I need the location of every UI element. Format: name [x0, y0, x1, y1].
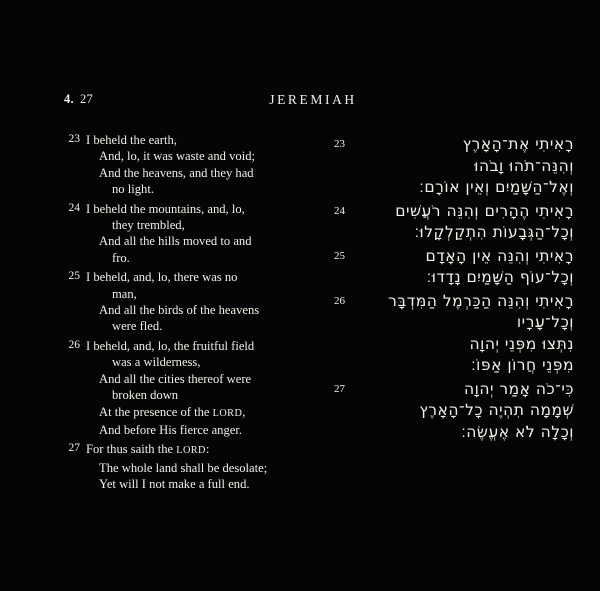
english-verse-line: Yet will I not make a full end.: [99, 477, 250, 492]
english-verse-line: And before His fierce anger.: [99, 422, 243, 437]
hebrew-verse-line: וְאֶל־הַשָּׁמַיִם וְאֵין אוֹרָם׃: [419, 178, 574, 196]
hebrew-verse: [334, 246, 574, 289]
english-verse-number: 24: [68, 201, 80, 214]
english-verse-line: broken down: [112, 388, 179, 403]
english-verse-lines: [86, 201, 332, 267]
english-verse-lines: [86, 338, 332, 438]
hebrew-verse-line: נִתְּצוּ מִפְּנֵי יְהוָה: [469, 334, 574, 353]
english-verse-line: fro.: [112, 250, 130, 265]
hebrew-verse-line: כִּי־כֹה אָמַר יְהוָה: [463, 379, 574, 398]
hebrew-verse-number: 26: [334, 294, 345, 307]
english-verse: [64, 269, 332, 335]
divine-name-smallcaps: LORD: [176, 445, 206, 457]
english-verse-lines: [86, 132, 332, 198]
english-verse-line: I beheld, and, lo, there was no: [86, 270, 238, 285]
english-verse-line: I beheld, and, lo, the fruitful field: [86, 338, 255, 353]
hebrew-verse-line: וְהִנֵּה־תֹהוּ וָבֹהוּ: [474, 156, 574, 175]
english-verse: [64, 201, 332, 267]
divine-name-smallcaps: LORD: [212, 407, 243, 419]
english-verse-line: And the heavens, and they had: [99, 165, 254, 180]
hebrew-verse-number: 25: [334, 249, 345, 262]
english-verse-line: man,: [112, 286, 137, 301]
hebrew-verse-lines: [334, 134, 574, 199]
hebrew-verse-lines: [334, 291, 574, 377]
hebrew-verse-lines: [334, 379, 574, 444]
hebrew-text-column: [334, 134, 574, 445]
english-verse-number: 23: [68, 133, 80, 145]
english-verse-number: 26: [68, 338, 80, 351]
hebrew-verse-line: וְכָלָה לֹא אֶעֱשֶׂה׃: [461, 422, 574, 441]
verse-number-reference: 27: [79, 92, 94, 106]
hebrew-verse-number: 23: [334, 138, 345, 150]
english-verse: [64, 441, 332, 492]
hebrew-verse-number: 24: [334, 204, 345, 217]
english-verse-number: 27: [68, 442, 80, 455]
english-verse-line: And all the birds of the heavens: [99, 303, 260, 318]
english-verse-line: was a wilderness,: [112, 355, 201, 370]
hebrew-verse-line: רָאִיתִי וְהִנֵּה אֵין הָאָדָם: [425, 246, 574, 265]
page-header: [40, 92, 574, 118]
hebrew-verse: [334, 201, 574, 244]
english-verse-line: I beheld the mountains, and, lo,: [86, 201, 245, 216]
hebrew-verse-lines: [334, 246, 574, 289]
hebrew-verse-line: וְכָל־עוֹף הַשָּׁמַיִם נָדָדוּ׃: [426, 268, 574, 286]
english-verse: [64, 132, 332, 198]
hebrew-verse-line: וְכָל־הַגְּבָעוֹת הִתְקַלְקָלוּ׃: [414, 223, 574, 241]
english-verse-line: The whole land shall be desolate;: [99, 460, 268, 475]
chapter-number: 4.: [64, 92, 74, 106]
hebrew-verse: [334, 379, 574, 444]
english-verse-line: And all the cities thereof were: [99, 371, 252, 386]
book-title: JEREMIAH: [269, 92, 357, 107]
english-verse-lines: [86, 269, 332, 335]
hebrew-verse-lines: [334, 201, 574, 244]
english-verse-line: And all the hills moved to and: [99, 234, 252, 249]
hebrew-verse-line: רָאִיתִי וְהִנֵּה הַכַּרְמֶל הַמִּדְבָּר: [388, 291, 574, 310]
page-content: [40, 22, 574, 569]
hebrew-verse-line: מִפְּנֵי חֲרוֹן אַפּוֹ׃: [471, 356, 574, 374]
text-columns: [40, 132, 574, 512]
english-verse-number: 25: [68, 270, 80, 283]
english-verse-line: no light.: [112, 182, 154, 197]
english-verse-lines: [86, 441, 332, 492]
english-verse-line: they trembled,: [112, 218, 185, 233]
english-verse-line: At the presence of the LORD,: [99, 404, 246, 419]
english-verse-line: were fled.: [112, 319, 163, 334]
english-verse-line: I beheld the earth,: [86, 133, 177, 147]
hebrew-verse-line: רָאִיתִי אֶת־הָאָרֶץ: [462, 135, 574, 153]
english-verse-line: For thus saith the LORD:: [86, 442, 210, 457]
hebrew-verse-line: שְׁמָמָה תִהְיֶה כָל־הָאָרֶץ: [419, 401, 574, 419]
hebrew-verse: [334, 291, 574, 377]
hebrew-verse-line: וְכָל־עָרָיו: [516, 313, 574, 331]
hebrew-verse-number: 27: [334, 382, 345, 395]
hebrew-verse: [334, 134, 574, 199]
hebrew-verse-line: רָאִיתִי הֶהָרִים וְהִנֵּה רֹעֲשִׁים: [395, 201, 574, 220]
english-verse-line: And, lo, it was waste and void;: [99, 149, 256, 164]
english-text-column: [64, 132, 332, 496]
english-verse: [64, 338, 332, 438]
